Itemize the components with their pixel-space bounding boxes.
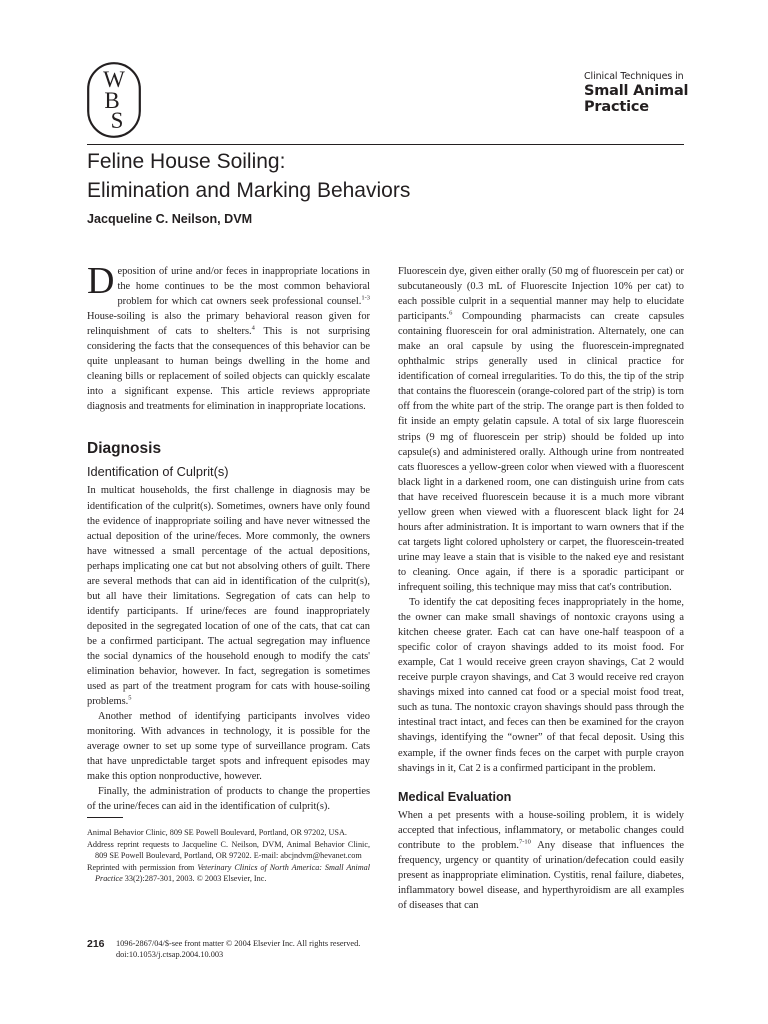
permission-journal: Veterinary Clinics of North America: Small Animal Practice [95,862,370,883]
footnote-permission [87,862,370,885]
intro-ref-a: 1-3 [361,294,370,302]
fluorescein-text-b: Compounding pharmacists can create capsules containing fluorescein for oral administration. Alternately, one can make an oral capsule by using the fluorescein-impregnated ophthalmic strips generally used in clinical practice for identification of corneal irregularities. To do this, the tip of the strip that contains the fluorescein (orange-colored part of the strip) is torn off from the white part of the strip. The orange part is then folded to fit inside an empty gelatin capsule. A total of six large fluorescein strips (9 mg of fluorescein per strip) should be folded up into capsule(s) and administered orally. Although urine from nontreated cats fluoresces a yellow-green color when viewed with a fluorescent black light in a darkened room, one can distinguish urine from cats that have received fluorescein because it is a much more vibrant yellow green when viewed with a fluorescent black light for 24 hours after administration. It is important to warn owners that if the cat targets light colored upholstery or carpet, the fluorescein-treated urine may leave a stain that is visible to the naked eye and resistant to cleaning. Once again, if there is a sporadic participant or infrequent soiling, this technique may miss that cat's contribution. [398,311,684,593]
intro-paragraph [87,260,370,414]
medical-text-a: When a pet presents with a house-soiling problem, it is widely accepted that infectious, inflammatory, or metabolic changes could contribute to the problem. [398,809,684,851]
title-line1: Feline House Soiling: [87,150,286,173]
medical-ref: 7-10 [519,838,531,846]
wbs-logo [87,62,141,138]
intro-text-c: This is not surprising considering the facts that the consequences of this behavior can be quite unpleasant to human beings dwelling in the home and cleaning bills or replacement of soiled objects can quickly escalate into a significant expense. This article reviews appropriate diagnosis and treatments for elimination in inappropriate locations. [87,326,370,413]
diagnosis-paragraph-1 [87,483,370,709]
logo-letter-w: W [103,67,125,92]
intro-text-a: eposition of urine and/or feces in inappropriate locations in the home continues to be the most common behavioral problem for which cat owners seek professional counsel. [117,266,370,308]
page-number: 216 [87,938,105,950]
logo-letter-b: B [104,88,120,113]
footnote-rule [87,817,123,818]
footnote-affiliation: Animal Behavior Clinic, 809 SE Powell Boulevard, Portland, OR 97202, USA. [87,828,347,837]
author-name: Jacqueline C. Neilson, DVM [87,212,253,226]
journal-name-line3: Practice [584,99,649,115]
journal-name [584,71,734,115]
logo-letter-s: S [110,108,124,133]
footnote-reprint: Address reprint requests to Jacqueline C. Neilson, DVM, Animal Behavior Clinic, 809 SE Powell Boulevard, Portland, OR 97202. E-mail: abcjndvm@hevanet.com [87,839,370,860]
footnotes [87,827,370,885]
copyright-block [116,938,360,960]
subheading-culprits: Identification of Culprit(s) [87,464,229,480]
doi-line: doi:10.1053/j.ctsap.2004.10.003 [116,950,224,959]
crayon-paragraph: To identify the cat depositing feces inappropriately in the home, the owner can make small shavings of nontoxic crayons using a kitchen cheese grater. Each cat can have one-half teaspoon of a specific color of crayon shavings added to its moist food. For example, Cat 1 would receive green crayon shavings, Cat 2 would receive purple crayon shavings, and Cat 3 would receive red crayon shavings mixed into canned cat food or a special moist food treat, such as tuna. The nontoxic crayon shavings should pass through the intestinal tract intact, and feces can then be examined for the crayon shavings, identifying the “owner” of that fecal deposit. Using this example, if the owner finds feces on the carpet with purple crayon shavings in it, Cat 2 is a confirmed participant in the problem. [398,597,684,774]
copyright-line: 1096-2867/04/$-see front matter © 2004 Elsevier Inc. All rights reserved. [116,939,361,948]
right-column [398,264,684,913]
journal-name-line1: Clinical Techniques in [584,71,684,82]
permission-text-b: 33(2):287-301, 2003. © 2003 Elsevier, Inc. [122,874,267,883]
header-rule [87,144,684,145]
article-title [87,147,410,205]
left-column [87,260,370,815]
diagnosis-p1-ref: 5 [128,694,132,702]
diagnosis-p1-text: In multicat households, the first challenge in diagnosis may be identification of the culprit(s). Sometimes, owners have only found the evidence of inappropriate soiling and have never witnessed the actual deposition of the urine/feces. More commonly, the owners have witnessed a small percentage of the actual depositions, perhaps implicating one cat but not absolving others of guilt. There are several methods that can aid in identification of the culprit(s), but all have their limitations. Segregation of cats can help to identify participants. If urine/feces are found inappropriately deposited in the segregated location of one of the cats, that cat can be a confirmed participant. The actual segregation may influence the social dynamics of the household enough to modify the cats' elimination behavior, however. In fact, segregation is sometimes used as part of the treatment program for cats with house-soiling problems. [87,485,370,708]
intro-ref-b: 4 [251,324,255,332]
intro-text-b: House-soiling is also the primary behavioral reason given for relinquishment of cats to shelters. [87,311,370,338]
medical-paragraph [398,808,684,913]
fluorescein-ref: 6 [449,309,453,317]
fluorescein-paragraph [398,264,684,595]
subheading-medical-evaluation: Medical Evaluation [398,789,512,804]
diagnosis-paragraph-3: Finally, the administration of products to change the properties of the urine/feces can aid in the identification of culprit(s). [87,786,370,813]
fluorescein-text-a: Fluorescein dye, given either orally (50 mg of fluorescein per cat) or subcutaneously (0.3 mL of Fluorescite Injection 10% per cat) to each possible culprit in a sequential manner may help to elucidate participants. [398,266,684,323]
medical-text-b: Any disease that influences the frequency, urgency or quantity of urination/defecation could easily present as inappropriate elimination. Cystitis, renal failure, diabetes, inflammatory bowel disease, and hyperthyroidism are all examples of diseases that can [398,839,684,911]
drop-cap: D [87,260,115,302]
permission-text-a: Reprinted with permission from [87,862,198,872]
journal-name-line2: Small Animal [584,83,689,99]
diagnosis-paragraph-2: Another method of identifying participants involves video monitoring. With advances in technology, it is possible for the average owner to set up some type of surveillance program. Cats that have unpredictable target spots and infrequent episodes may make this option nonproductive, however. [87,711,370,783]
title-line2: Elimination and Marking Behaviors [87,179,411,202]
section-heading-diagnosis: Diagnosis [87,440,162,458]
